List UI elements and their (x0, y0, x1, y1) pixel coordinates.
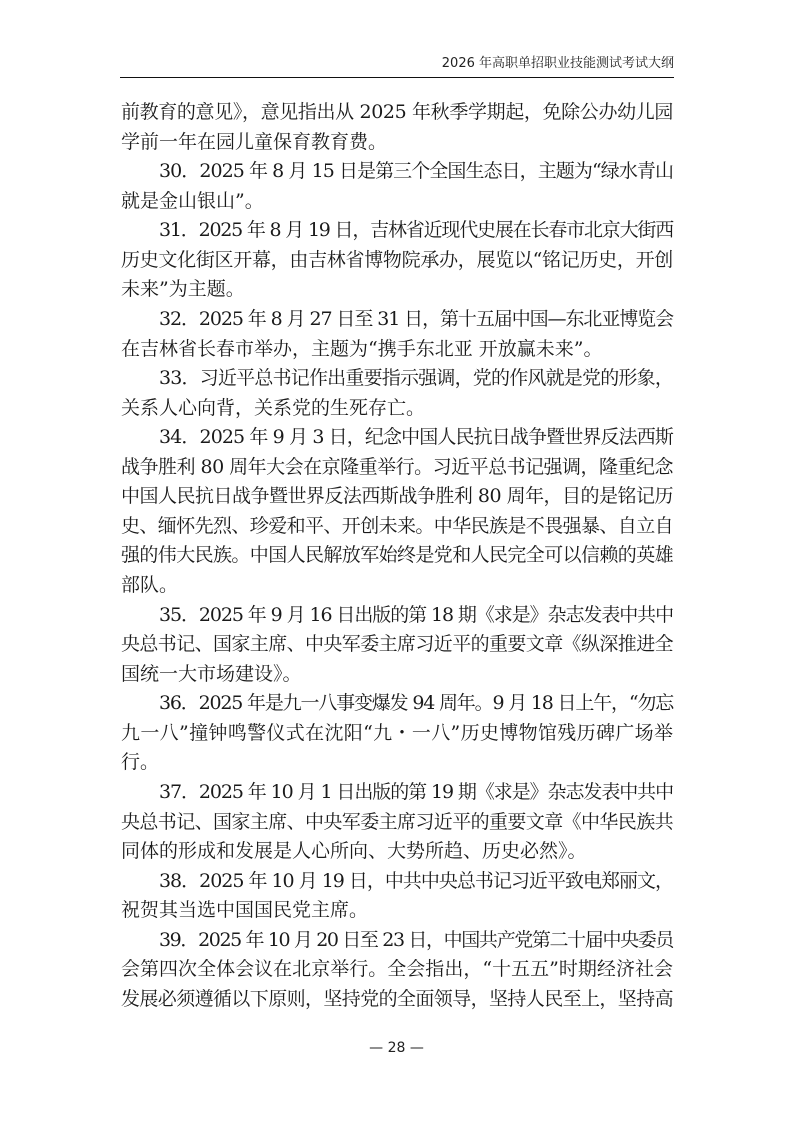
paragraph-first-line: 36．2025 年是九一八事变爆发 94 周年。9 月 18 日上午，“勿忘 (159, 692, 673, 715)
paragraph-line: 关系人心向背，关系党的生死存亡。 (121, 396, 426, 419)
paragraph-line: 祝贺其当选中国国民党主席。 (121, 899, 369, 922)
document-body (121, 98, 673, 1014)
paragraph-line: 央总书记、国家主席、中央军委主席习近平的重要文章《中华民族共 (121, 810, 673, 833)
paragraph-line: 中国人民抗日战争暨世界反法西斯战争胜利 80 周年，目的是铭记历 (121, 485, 673, 508)
paragraph-line: 同体的形成和发展是人心所向、大势所趋、历史必然》。 (121, 840, 587, 863)
paragraph-line: 历史文化街区开幕，由吉林省博物院承办，展览以“铭记历史，开创 (121, 248, 673, 271)
paragraph-line: 九一八”撞钟鸣警仪式在沈阳“九・一八”历史博物馆残历碑广场举 (121, 721, 673, 744)
paragraph-line: 发展必须遵循以下原则，坚持党的全面领导，坚持人民至上，坚持高 (121, 987, 673, 1010)
paragraph-line: 行。 (121, 751, 160, 774)
paragraph-line: 国统一大市场建设》。 (121, 662, 302, 685)
paragraph-line: 就是金山银山”。 (121, 189, 264, 212)
paragraph-line: 会第四次全体会议在北京举行。全会指出，“十五五”时期经济社会 (121, 958, 673, 981)
paragraph-first-line: 37．2025 年 10 月 1 日出版的第 19 期《求是》杂志发表中共中 (159, 780, 673, 803)
paragraph-first-line: 33．习近平总书记作出重要指示强调，党的作风就是党的形象， (159, 367, 673, 390)
paragraph-line: 强的伟大民族。中国人民解放军始终是党和人民完全可以信赖的英雄 (121, 544, 673, 567)
paragraph-line: 史、缅怀先烈、珍爱和平、开创未来。中华民族是不畏强暴、自立自 (121, 514, 673, 537)
paragraph-line: 前教育的意见》，意见指出从 2025 年秋季学期起，免除公办幼儿园 (121, 101, 673, 123)
paragraph-first-line: 30．2025 年 8 月 15 日是第三个全国生态日，主题为“绿水青山 (159, 160, 673, 183)
paragraph-line: 学前一年在园儿童保育教育费。 (121, 130, 388, 153)
paragraph-line: 部队。 (121, 574, 179, 596)
paragraph-line: 央总书记、国家主席、中央军委主席习近平的重要文章《纵深推进全 (121, 633, 673, 656)
paragraph-first-line: 39．2025 年 10 月 20 日至 23 日，中国共产党第二十届中央委员 (159, 928, 673, 951)
paragraph-first-line: 35．2025 年 9 月 16 日出版的第 18 期《求是》杂志发表中共中 (159, 603, 673, 626)
paragraph-first-line: 38．2025 年 10 月 19 日，中共中央总书记习近平致电郑丽文， (159, 869, 673, 892)
paragraph-first-line: 32．2025 年 8 月 27 日至 31 日，第十五届中国—东北亚博览会 (159, 307, 673, 330)
page-number: — 28 — (369, 1040, 424, 1056)
paragraph-first-line: 31．2025 年 8 月 19 日，吉林省近现代史展在长春市北京大街西 (159, 219, 673, 242)
paragraph-line: 未来”为主题。 (121, 278, 245, 301)
paragraph-line: 战争胜利 80 周年大会在京隆重举行。习近平总书记强调，隆重纪念 (121, 455, 673, 478)
paragraph-first-line: 34．2025 年 9 月 3 日，纪念中国人民抗日战争暨世界反法西斯 (159, 426, 673, 449)
running-header (120, 55, 674, 78)
paragraph-line: 在吉林省长春市举办，主题为“携手东北亚 开放赢未来”。 (121, 337, 603, 360)
document-title: 2026 年高职单招职业技能测试考试大纲 (441, 56, 674, 71)
